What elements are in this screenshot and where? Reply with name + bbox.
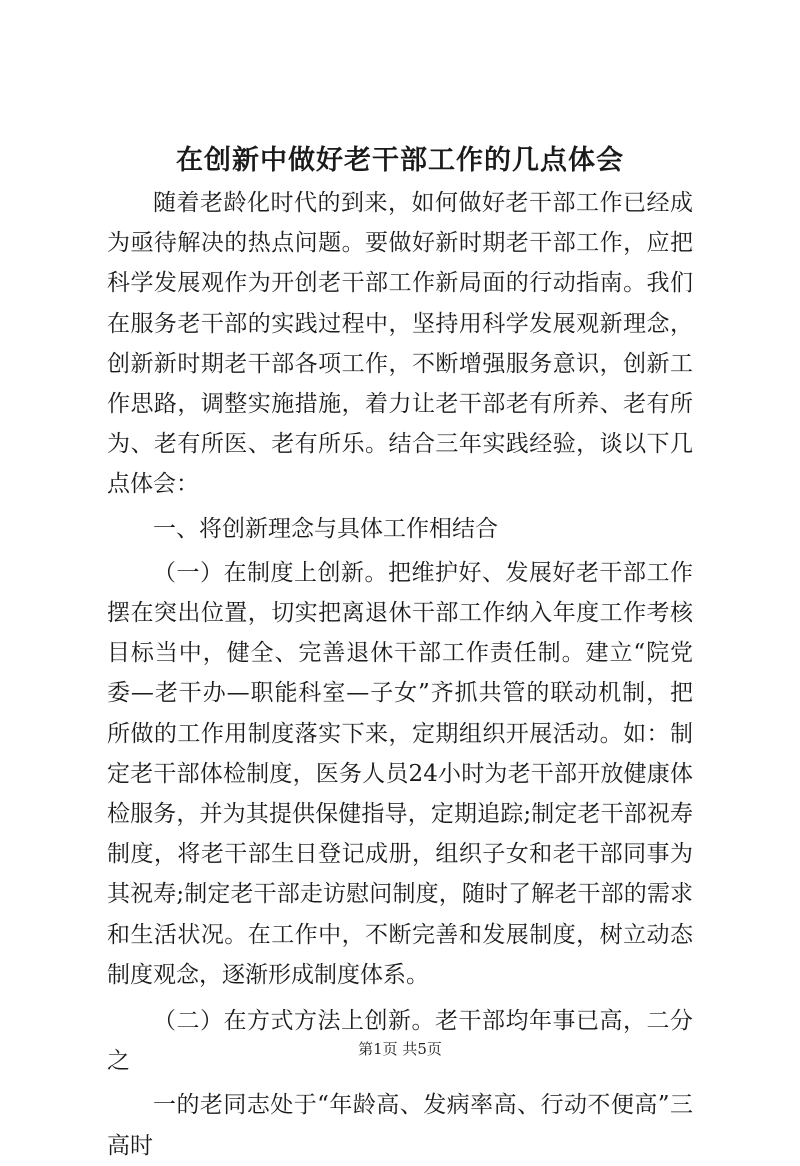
paragraph-intro: 随着老龄化时代的到来，如何做好老干部工作已经成为亟待解决的热点问题。要做好新时期老干部工作，应把科学发展观作为开创老干部工作新局面的行动指南。我们在服务老干部的实践过程中，坚持用科学发展观新理念，创新新时期老干部各项工作，不断增强服务意识，创新工作思路，调整实施措施，着力让老干部老有所养、老有所为、老有所医、老有所乐。结合三年实践经验，谈以下几点体会： [107,190,693,498]
paragraph-system-innovation: （一）在制度上创新。把维护好、发展好老干部工作摆在突出位置，切实把离退休干部工作纳入年度工作考核目标当中，健全、完善退休干部工作责任制。建立“院党委—老干办—职能科室—子女”齐抓共管的联动机制，把所做的工作用制度落实下来，定期组织开展活动。如：制定老干部体检制度，医务人员24小时为老干部开放健康体检服务，并为其提供保健指导，定期追踪;制定老干部祝寿制度，将老干部生日登记成册，组织子女和老干部同事为其祝寿;制定老干部走访慰问制度，随时了解老干部的需求和生活状况。在工作中，不断完善和发展制度，树立动态制度观念，逐渐形成制度体系。 [107,559,693,988]
section-heading-1: 一、将创新理念与具体工作相结合 [153,515,498,542]
paragraph-method-innovation: （二）在方式方法上创新。老干部均年事已高，二分之 [107,1008,693,1075]
page-footer: 第1页 共5页 [358,1040,442,1058]
paragraph-continuation: 一的老同志处于“年龄高、发病率高、行动不便高”三高时 [107,1092,693,1159]
document-title: 在创新中做好老干部工作的几点体会 [176,145,624,176]
document-body [107,183,693,1166]
